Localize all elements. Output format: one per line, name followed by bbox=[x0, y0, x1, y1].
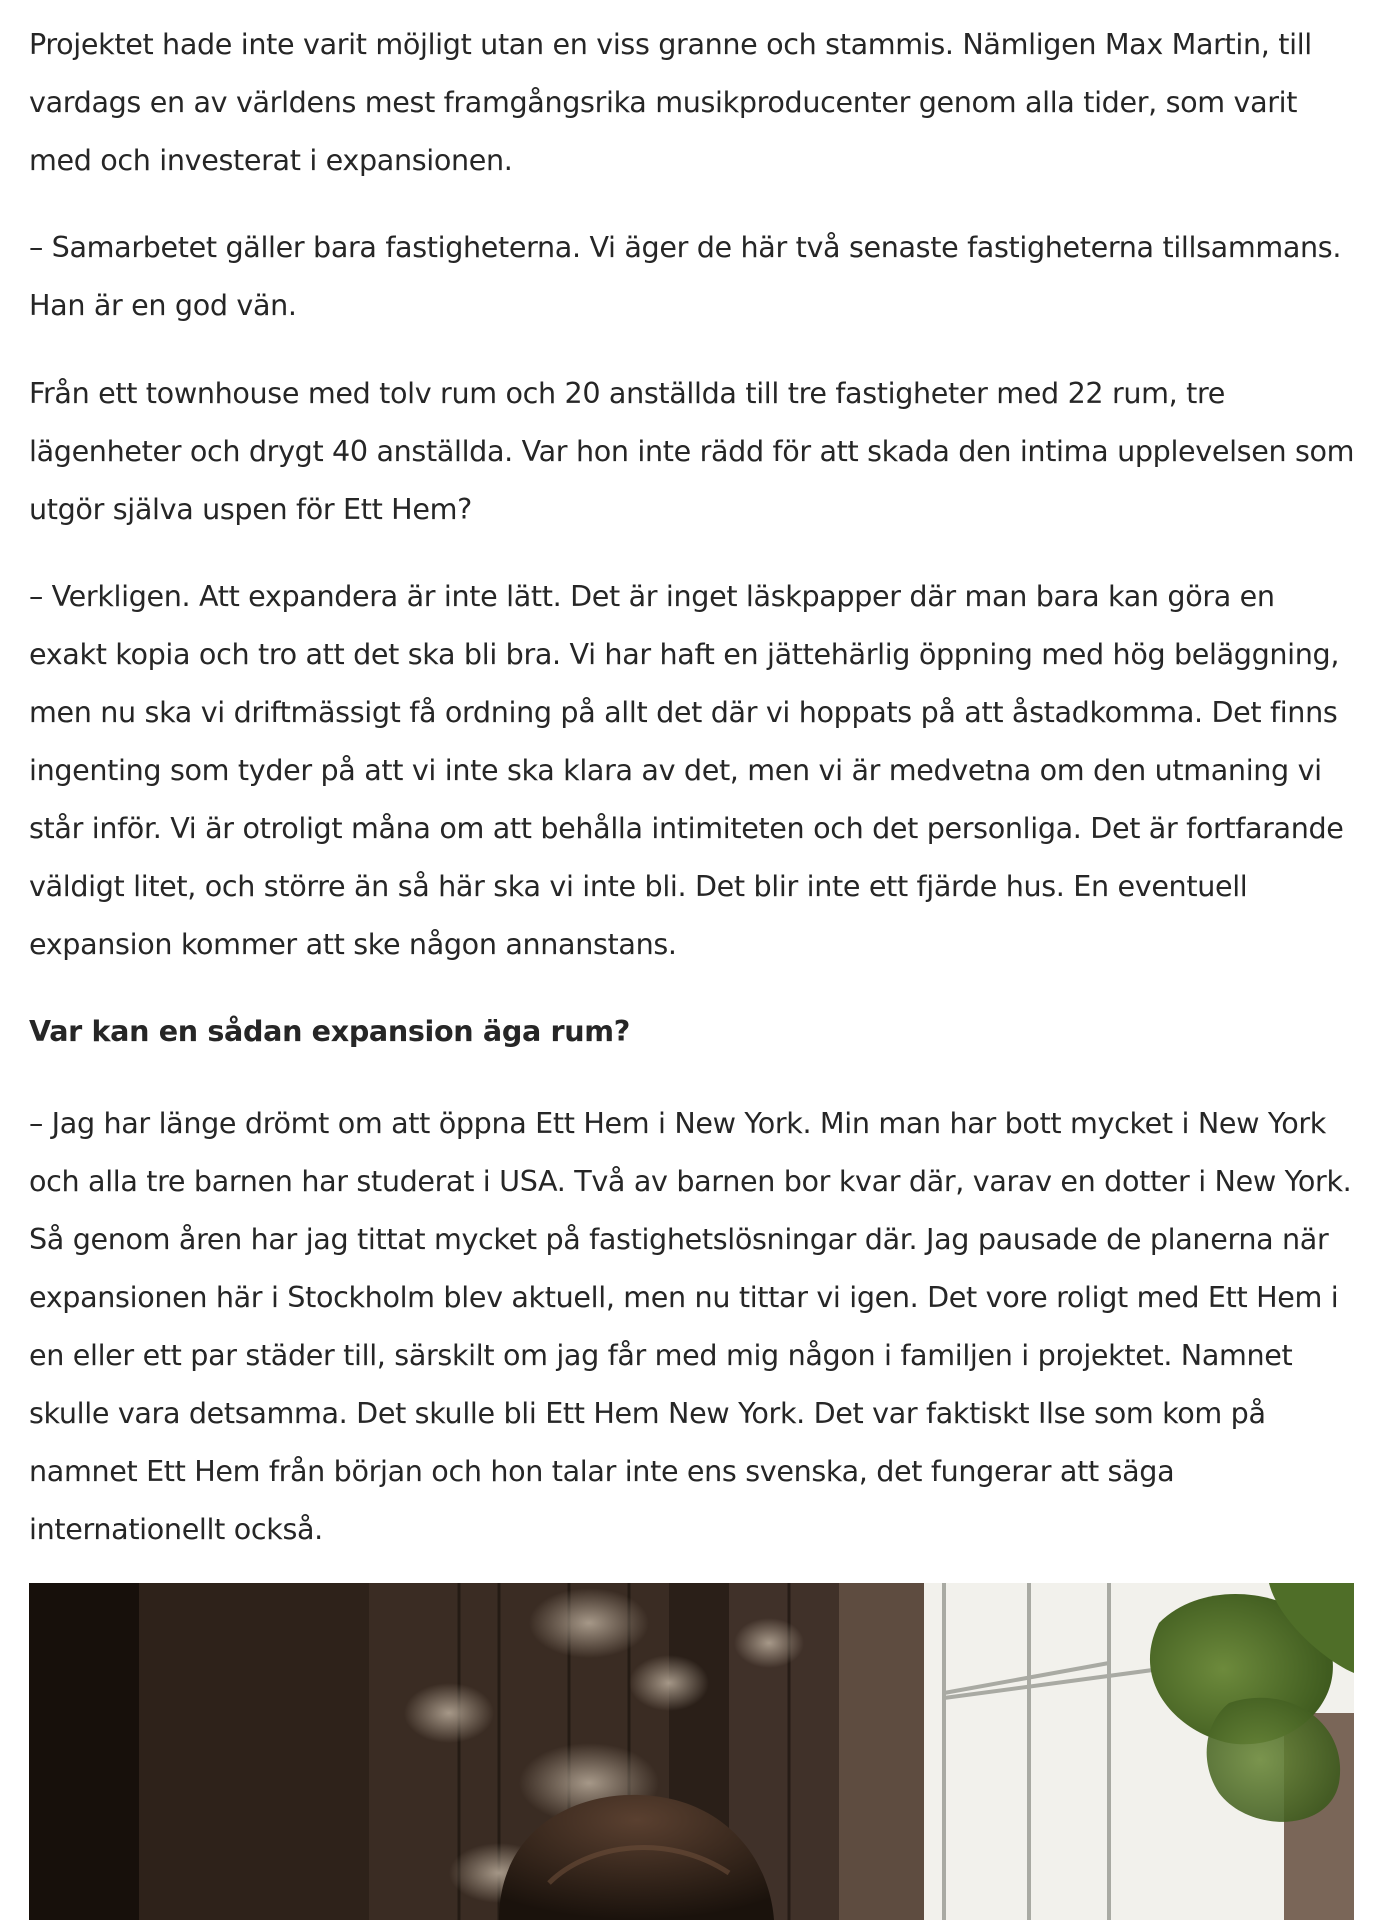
photo-illustration bbox=[29, 1583, 1354, 1920]
article-paragraph: – Samarbetet gäller bara fastigheterna. Vi äger de här två senaste fastigheterna tillsammans. Han är en god vän. bbox=[29, 230, 1342, 322]
article-paragraph: – Jag har länge drömt om att öppna Ett Hem i New York. Min man har bott mycket i New York och alla tre barnen har studerat i USA. Två av barnen bor kvar där, varav en dotter i New York. Så genom åren har jag tittat mycket på fastighetslösningar där. Jag pausade de planerna när expansionen här i Stockholm blev aktuell, men nu tittar vi igen. Det vore roligt med Ett Hem i en eller ett par städer till, särskilt om jag får med mig någon i familjen i projektet. Namnet skulle vara detsamma. Det skulle bli Ett Hem New York. Det var faktiskt Ilse som kom på namnet Ett Hem från början och hon talar inte ens svenska, det fungerar att säga internationellt också. bbox=[29, 1106, 1352, 1546]
interview-question: Var kan en sådan expansion äga rum? bbox=[29, 1014, 630, 1048]
article-paragraph: Projektet hade inte varit möjligt utan en viss granne och stammis. Nämligen Max Martin, till vardags en av världens mest framgångsrika musikproducenter genom alla tider, som varit med och investerat i expansionen. bbox=[29, 27, 1312, 177]
article-paragraph: Från ett townhouse med tolv rum och 20 anställda till tre fastigheter med 22 rum, tre lägenheter och drygt 40 anställda. Var hon inte rädd för att skada den intima upplevelsen som utgör själva uspen för Ett Hem? bbox=[29, 376, 1355, 526]
article-paragraph: – Verkligen. Att expandera är inte lätt. Det är inget läskpapper där man bara kan göra en exakt kopia och tro att det ska bli bra. Vi har haft en jättehärlig öppning med hög beläggning, men nu ska vi driftmässigt få ordning på allt det där vi hoppats på att åstadkomma. Det finns ingenting som tyder på att vi inte ska klara av det, men vi är medvetna om den utmaning vi står inför. Vi är otroligt måna om att behålla intimiteten och det personliga. Det är fortfarande väldigt litet, och större än så här ska vi inte bli. Det blir inte ett fjärde hus. En eventuell expansion kommer att ske någon annanstans. bbox=[29, 579, 1344, 961]
article-photo bbox=[29, 1583, 1354, 1920]
